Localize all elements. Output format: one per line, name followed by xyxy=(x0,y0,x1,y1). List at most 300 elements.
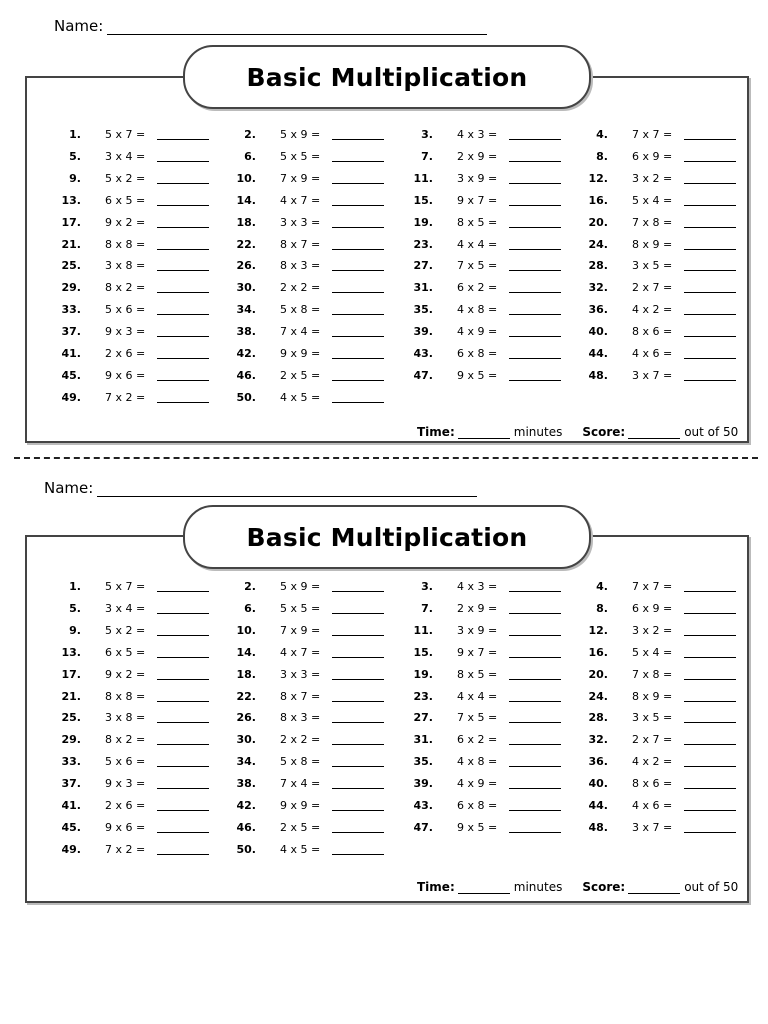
problem-expression: 8 x 2 = xyxy=(105,281,146,295)
problem-expression: 4 x 8 = xyxy=(457,755,498,769)
answer-blank[interactable] xyxy=(332,281,384,293)
answer-blank[interactable] xyxy=(509,303,561,315)
problem-expression: 4 x 9 = xyxy=(457,777,498,791)
problem-expression: 7 x 8 = xyxy=(632,215,673,229)
answer-blank[interactable] xyxy=(509,733,561,745)
problem-expression: 9 x 5 = xyxy=(457,368,498,382)
answer-blank[interactable] xyxy=(684,172,736,184)
answer-blank[interactable] xyxy=(684,216,736,228)
answer-blank[interactable] xyxy=(157,668,209,680)
answer-blank[interactable] xyxy=(332,646,384,658)
answer-blank[interactable] xyxy=(157,646,209,658)
problem-expression: 2 x 9 = xyxy=(457,149,498,163)
problem-expression: 5 x 9 = xyxy=(280,128,321,141)
problem-number: 19. xyxy=(413,215,433,229)
answer-blank[interactable] xyxy=(684,602,736,614)
answer-blank[interactable] xyxy=(509,369,561,381)
problem-number: 32. xyxy=(588,281,608,295)
time-label: Time: xyxy=(417,880,455,894)
answer-blank[interactable] xyxy=(332,259,384,271)
problem-expression: 5 x 7 = xyxy=(105,580,146,593)
problem-expression: 5 x 9 = xyxy=(280,580,321,593)
answer-blank[interactable] xyxy=(684,668,736,680)
problem-number: 28. xyxy=(588,711,608,725)
answer-blank[interactable] xyxy=(684,777,736,789)
problem-expression: 7 x 9 = xyxy=(280,171,321,185)
answer-blank[interactable] xyxy=(684,690,736,702)
answer-blank[interactable] xyxy=(332,733,384,745)
problem-expression: 4 x 3 = xyxy=(457,128,498,141)
answer-blank[interactable] xyxy=(332,843,384,855)
name-blank[interactable] xyxy=(107,20,487,35)
answer-blank[interactable] xyxy=(332,303,384,315)
worksheet-1 xyxy=(25,76,749,443)
problem-number: 23. xyxy=(413,689,433,703)
problem-number: 40. xyxy=(588,325,608,339)
answer-blank[interactable] xyxy=(157,755,209,767)
answer-blank[interactable] xyxy=(332,711,384,723)
problem-number: 33. xyxy=(61,755,81,769)
answer-blank[interactable] xyxy=(684,325,736,337)
problem-expression: 7 x 5 = xyxy=(457,259,498,273)
problem-number: 19. xyxy=(413,667,433,681)
problem-number: 43. xyxy=(413,799,433,812)
problem-expression: 8 x 3 = xyxy=(280,259,321,273)
answer-blank[interactable] xyxy=(684,281,736,293)
problem-expression: 6 x 9 = xyxy=(632,149,673,163)
problem-expression: 4 x 5 = xyxy=(280,842,321,856)
problem-number: 36. xyxy=(588,755,608,769)
problem-number: 42. xyxy=(236,799,256,812)
answer-blank[interactable] xyxy=(509,690,561,702)
answer-blank[interactable] xyxy=(332,755,384,767)
problem-expression: 7 x 7 = xyxy=(632,580,673,593)
answer-blank[interactable] xyxy=(332,216,384,228)
answer-blank[interactable] xyxy=(332,194,384,206)
answer-blank[interactable] xyxy=(684,194,736,206)
problem-expression: 5 x 8 = xyxy=(280,755,321,769)
problem-number: 29. xyxy=(61,281,81,295)
answer-blank[interactable] xyxy=(684,755,736,767)
answer-blank[interactable] xyxy=(509,172,561,184)
problem-number: 39. xyxy=(413,325,433,339)
problem-number: 14. xyxy=(236,193,256,207)
problem-number: 22. xyxy=(236,237,256,251)
problem-number: 6. xyxy=(244,149,256,163)
answer-blank[interactable] xyxy=(509,580,561,592)
problem-number: 46. xyxy=(236,368,256,382)
problem-expression: 9 x 2 = xyxy=(105,667,146,681)
problem-expression: 2 x 7 = xyxy=(632,733,673,747)
answer-blank[interactable] xyxy=(157,216,209,228)
problem-expression: 9 x 9 = xyxy=(280,799,321,812)
answer-blank[interactable] xyxy=(509,128,561,140)
cut-line xyxy=(14,457,758,459)
problem-number: 27. xyxy=(413,259,433,273)
answer-blank[interactable] xyxy=(157,172,209,184)
answer-blank[interactable] xyxy=(509,755,561,767)
answer-blank[interactable] xyxy=(509,238,561,250)
problem-number: 13. xyxy=(61,193,81,207)
answer-blank[interactable] xyxy=(157,821,209,833)
problem-number: 34. xyxy=(236,755,256,769)
answer-blank[interactable] xyxy=(157,777,209,789)
answer-blank[interactable] xyxy=(684,150,736,162)
problem-number: 2. xyxy=(244,128,256,141)
answer-blank[interactable] xyxy=(509,259,561,271)
problem-number: 8. xyxy=(596,149,608,163)
problem-number: 21. xyxy=(61,689,81,703)
problem-expression: 3 x 2 = xyxy=(632,623,673,637)
score-label: Score: xyxy=(582,425,626,439)
problem-expression: 4 x 6 = xyxy=(632,799,673,812)
problem-number: 34. xyxy=(236,303,256,317)
problem-expression: 6 x 5 = xyxy=(105,193,146,207)
time-label: Time: xyxy=(417,425,455,439)
problem-expression: 2 x 5 = xyxy=(280,368,321,382)
answer-blank[interactable] xyxy=(332,172,384,184)
problem-number: 41. xyxy=(61,347,81,360)
problem-number: 7. xyxy=(421,149,433,163)
problem-expression: 5 x 4 = xyxy=(632,193,673,207)
out-of-label: out of 50 xyxy=(684,880,739,894)
problem-number: 10. xyxy=(236,171,256,185)
score-blank[interactable] xyxy=(628,882,680,894)
problem-expression: 7 x 8 = xyxy=(632,667,673,681)
problem-number: 39. xyxy=(413,777,433,791)
problem-number: 23. xyxy=(413,237,433,251)
problem-expression: 4 x 9 = xyxy=(457,325,498,339)
name-line-1 xyxy=(54,17,487,35)
problem-expression: 4 x 2 = xyxy=(632,303,673,317)
answer-blank[interactable] xyxy=(332,238,384,250)
problem-number: 11. xyxy=(413,171,433,185)
answer-blank[interactable] xyxy=(332,369,384,381)
problem-number: 15. xyxy=(413,193,433,207)
answer-blank[interactable] xyxy=(332,821,384,833)
problem-expression: 8 x 7 = xyxy=(280,689,321,703)
problem-expression: 4 x 7 = xyxy=(280,645,321,659)
answer-blank[interactable] xyxy=(157,391,209,403)
problem-number: 49. xyxy=(61,842,81,856)
problem-number: 35. xyxy=(413,755,433,769)
problem-number: 12. xyxy=(588,623,608,637)
problem-expression: 2 x 6 = xyxy=(105,347,146,360)
problem-expression: 8 x 3 = xyxy=(280,711,321,725)
problem-number: 10. xyxy=(236,623,256,637)
problem-expression: 8 x 8 = xyxy=(105,237,146,251)
answer-blank[interactable] xyxy=(684,624,736,636)
problem-number: 37. xyxy=(61,777,81,791)
answer-blank[interactable] xyxy=(332,128,384,140)
problem-expression: 6 x 8 = xyxy=(457,347,498,360)
problem-number: 16. xyxy=(588,193,608,207)
problem-number: 5. xyxy=(69,149,81,163)
answer-blank[interactable] xyxy=(157,602,209,614)
answer-blank[interactable] xyxy=(509,711,561,723)
problem-expression: 3 x 5 = xyxy=(632,259,673,273)
answer-blank[interactable] xyxy=(332,580,384,592)
problem-expression: 6 x 9 = xyxy=(632,601,673,615)
problem-expression: 8 x 2 = xyxy=(105,733,146,747)
answer-blank[interactable] xyxy=(332,391,384,403)
problem-expression: 3 x 4 = xyxy=(105,601,146,615)
problem-expression: 6 x 8 = xyxy=(457,799,498,812)
problem-expression: 8 x 5 = xyxy=(457,215,498,229)
problem-number: 30. xyxy=(236,733,256,747)
problem-expression: 3 x 9 = xyxy=(457,623,498,637)
problem-expression: 5 x 2 = xyxy=(105,623,146,637)
problem-number: 30. xyxy=(236,281,256,295)
problem-number: 20. xyxy=(588,667,608,681)
answer-blank[interactable] xyxy=(509,777,561,789)
problem-number: 45. xyxy=(61,368,81,382)
problem-expression: 7 x 9 = xyxy=(280,623,321,637)
problem-expression: 3 x 3 = xyxy=(280,215,321,229)
problem-expression: 4 x 7 = xyxy=(280,193,321,207)
problem-number: 48. xyxy=(588,820,608,834)
problem-expression: 9 x 7 = xyxy=(457,645,498,659)
problem-expression: 5 x 4 = xyxy=(632,645,673,659)
problem-number: 26. xyxy=(236,259,256,273)
worksheet-footer xyxy=(417,880,738,894)
answer-blank[interactable] xyxy=(684,347,736,359)
problem-expression: 3 x 8 = xyxy=(105,711,146,725)
worksheet-title: Basic Multiplication xyxy=(183,45,591,109)
answer-blank[interactable] xyxy=(332,624,384,636)
answer-blank[interactable] xyxy=(157,711,209,723)
answer-blank[interactable] xyxy=(684,238,736,250)
time-blank[interactable] xyxy=(458,427,510,439)
problem-number: 41. xyxy=(61,799,81,812)
problem-expression: 3 x 2 = xyxy=(632,171,673,185)
problem-number: 5. xyxy=(69,601,81,615)
answer-blank[interactable] xyxy=(509,347,561,359)
answer-blank[interactable] xyxy=(684,259,736,271)
problem-expression: 5 x 7 = xyxy=(105,128,146,141)
problem-number: 31. xyxy=(413,733,433,747)
answer-blank[interactable] xyxy=(332,325,384,337)
problem-number: 3. xyxy=(421,128,433,141)
answer-blank[interactable] xyxy=(684,733,736,745)
answer-blank[interactable] xyxy=(157,799,209,811)
problem-number: 43. xyxy=(413,347,433,360)
answer-blank[interactable] xyxy=(509,150,561,162)
problem-expression: 8 x 8 = xyxy=(105,689,146,703)
problem-number: 47. xyxy=(413,820,433,834)
answer-blank[interactable] xyxy=(509,602,561,614)
problem-number: 50. xyxy=(236,390,256,404)
worksheet-footer xyxy=(417,425,738,439)
answer-blank[interactable] xyxy=(332,602,384,614)
problem-expression: 9 x 7 = xyxy=(457,193,498,207)
answer-blank[interactable] xyxy=(332,347,384,359)
problem-number: 18. xyxy=(236,215,256,229)
problem-expression: 3 x 9 = xyxy=(457,171,498,185)
answer-blank[interactable] xyxy=(509,325,561,337)
answer-blank[interactable] xyxy=(332,690,384,702)
problem-expression: 7 x 7 = xyxy=(632,128,673,141)
problem-number: 31. xyxy=(413,281,433,295)
worksheet-title: Basic Multiplication xyxy=(183,505,591,569)
problem-number: 44. xyxy=(588,799,608,812)
problem-expression: 3 x 7 = xyxy=(632,820,673,834)
answer-blank[interactable] xyxy=(509,668,561,680)
answer-blank[interactable] xyxy=(157,128,209,140)
problem-expression: 8 x 9 = xyxy=(632,689,673,703)
answer-blank[interactable] xyxy=(509,216,561,228)
problem-number: 1. xyxy=(69,128,81,141)
problem-expression: 4 x 6 = xyxy=(632,347,673,360)
problem-expression: 6 x 2 = xyxy=(457,281,498,295)
minutes-label: minutes xyxy=(513,425,563,439)
problem-expression: 8 x 6 = xyxy=(632,777,673,791)
answer-blank[interactable] xyxy=(157,325,209,337)
problem-number: 38. xyxy=(236,325,256,339)
problem-expression: 3 x 5 = xyxy=(632,711,673,725)
problem-number: 50. xyxy=(236,842,256,856)
answer-blank[interactable] xyxy=(509,821,561,833)
answer-blank[interactable] xyxy=(157,624,209,636)
answer-blank[interactable] xyxy=(684,128,736,140)
answer-blank[interactable] xyxy=(157,690,209,702)
problem-expression: 9 x 5 = xyxy=(457,820,498,834)
answer-blank[interactable] xyxy=(684,646,736,658)
score-blank[interactable] xyxy=(628,427,680,439)
answer-blank[interactable] xyxy=(157,150,209,162)
answer-blank[interactable] xyxy=(332,668,384,680)
score-label: Score: xyxy=(582,880,626,894)
problem-number: 1. xyxy=(69,580,81,593)
problem-number: 16. xyxy=(588,645,608,659)
answer-blank[interactable] xyxy=(332,777,384,789)
problem-expression: 7 x 4 = xyxy=(280,325,321,339)
problem-number: 47. xyxy=(413,368,433,382)
answer-blank[interactable] xyxy=(684,303,736,315)
problem-number: 20. xyxy=(588,215,608,229)
problem-number: 4. xyxy=(596,580,608,593)
problem-number: 46. xyxy=(236,820,256,834)
problem-number: 8. xyxy=(596,601,608,615)
problem-number: 40. xyxy=(588,777,608,791)
answer-blank[interactable] xyxy=(157,259,209,271)
problem-expression: 5 x 8 = xyxy=(280,303,321,317)
answer-blank[interactable] xyxy=(157,369,209,381)
answer-blank[interactable] xyxy=(684,799,736,811)
problem-number: 17. xyxy=(61,215,81,229)
problem-number: 27. xyxy=(413,711,433,725)
answer-blank[interactable] xyxy=(684,711,736,723)
answer-blank[interactable] xyxy=(157,347,209,359)
name-line-2 xyxy=(44,479,477,497)
problem-number: 42. xyxy=(236,347,256,360)
problem-number: 3. xyxy=(421,580,433,593)
problem-expression: 3 x 4 = xyxy=(105,149,146,163)
problem-expression: 8 x 5 = xyxy=(457,667,498,681)
problem-number: 2. xyxy=(244,580,256,593)
answer-blank[interactable] xyxy=(509,646,561,658)
answer-blank[interactable] xyxy=(332,799,384,811)
problem-number: 9. xyxy=(69,623,81,637)
answer-blank[interactable] xyxy=(157,194,209,206)
problem-expression: 5 x 2 = xyxy=(105,171,146,185)
answer-blank[interactable] xyxy=(157,843,209,855)
problem-number: 33. xyxy=(61,303,81,317)
answer-blank[interactable] xyxy=(684,580,736,592)
answer-blank[interactable] xyxy=(157,303,209,315)
problem-expression: 5 x 6 = xyxy=(105,755,146,769)
problem-number: 35. xyxy=(413,303,433,317)
problem-number: 17. xyxy=(61,667,81,681)
answer-blank[interactable] xyxy=(157,580,209,592)
worksheet-2 xyxy=(25,535,749,903)
problem-expression: 2 x 7 = xyxy=(632,281,673,295)
problem-number: 12. xyxy=(588,171,608,185)
answer-blank[interactable] xyxy=(157,281,209,293)
problem-expression: 4 x 3 = xyxy=(457,580,498,593)
problem-number: 6. xyxy=(244,601,256,615)
problem-expression: 5 x 5 = xyxy=(280,601,321,615)
answer-blank[interactable] xyxy=(684,821,736,833)
problem-number: 48. xyxy=(588,368,608,382)
problem-expression: 5 x 5 = xyxy=(280,149,321,163)
answer-blank[interactable] xyxy=(509,624,561,636)
problem-number: 7. xyxy=(421,601,433,615)
problem-number: 24. xyxy=(588,237,608,251)
problem-expression: 4 x 4 = xyxy=(457,689,498,703)
problem-number: 49. xyxy=(61,390,81,404)
problem-expression: 6 x 5 = xyxy=(105,645,146,659)
problem-expression: 2 x 2 = xyxy=(280,281,321,295)
answer-blank[interactable] xyxy=(509,281,561,293)
minutes-label: minutes xyxy=(513,880,563,894)
problem-expression: 4 x 4 = xyxy=(457,237,498,251)
problem-number: 36. xyxy=(588,303,608,317)
name-label: Name: xyxy=(44,479,94,497)
problem-expression: 3 x 3 = xyxy=(280,667,321,681)
problem-expression: 4 x 8 = xyxy=(457,303,498,317)
problem-expression: 9 x 2 = xyxy=(105,215,146,229)
answer-blank[interactable] xyxy=(332,150,384,162)
answer-blank[interactable] xyxy=(157,238,209,250)
problem-expression: 2 x 6 = xyxy=(105,799,146,812)
problem-number: 9. xyxy=(69,171,81,185)
problem-expression: 8 x 7 = xyxy=(280,237,321,251)
problem-expression: 9 x 3 = xyxy=(105,325,146,339)
problem-expression: 2 x 9 = xyxy=(457,601,498,615)
problem-number: 21. xyxy=(61,237,81,251)
answer-blank[interactable] xyxy=(509,194,561,206)
answer-blank[interactable] xyxy=(684,369,736,381)
answer-blank[interactable] xyxy=(509,799,561,811)
problem-number: 38. xyxy=(236,777,256,791)
name-blank[interactable] xyxy=(97,482,477,497)
problem-expression: 4 x 5 = xyxy=(280,390,321,404)
answer-blank[interactable] xyxy=(157,733,209,745)
problem-expression: 3 x 8 = xyxy=(105,259,146,273)
problem-expression: 4 x 2 = xyxy=(632,755,673,769)
problem-number: 29. xyxy=(61,733,81,747)
problem-number: 18. xyxy=(236,667,256,681)
problem-expression: 7 x 5 = xyxy=(457,711,498,725)
problem-number: 15. xyxy=(413,645,433,659)
problem-expression: 6 x 2 = xyxy=(457,733,498,747)
problem-number: 11. xyxy=(413,623,433,637)
problem-expression: 9 x 6 = xyxy=(105,820,146,834)
time-blank[interactable] xyxy=(458,882,510,894)
problem-number: 32. xyxy=(588,733,608,747)
problem-number: 22. xyxy=(236,689,256,703)
